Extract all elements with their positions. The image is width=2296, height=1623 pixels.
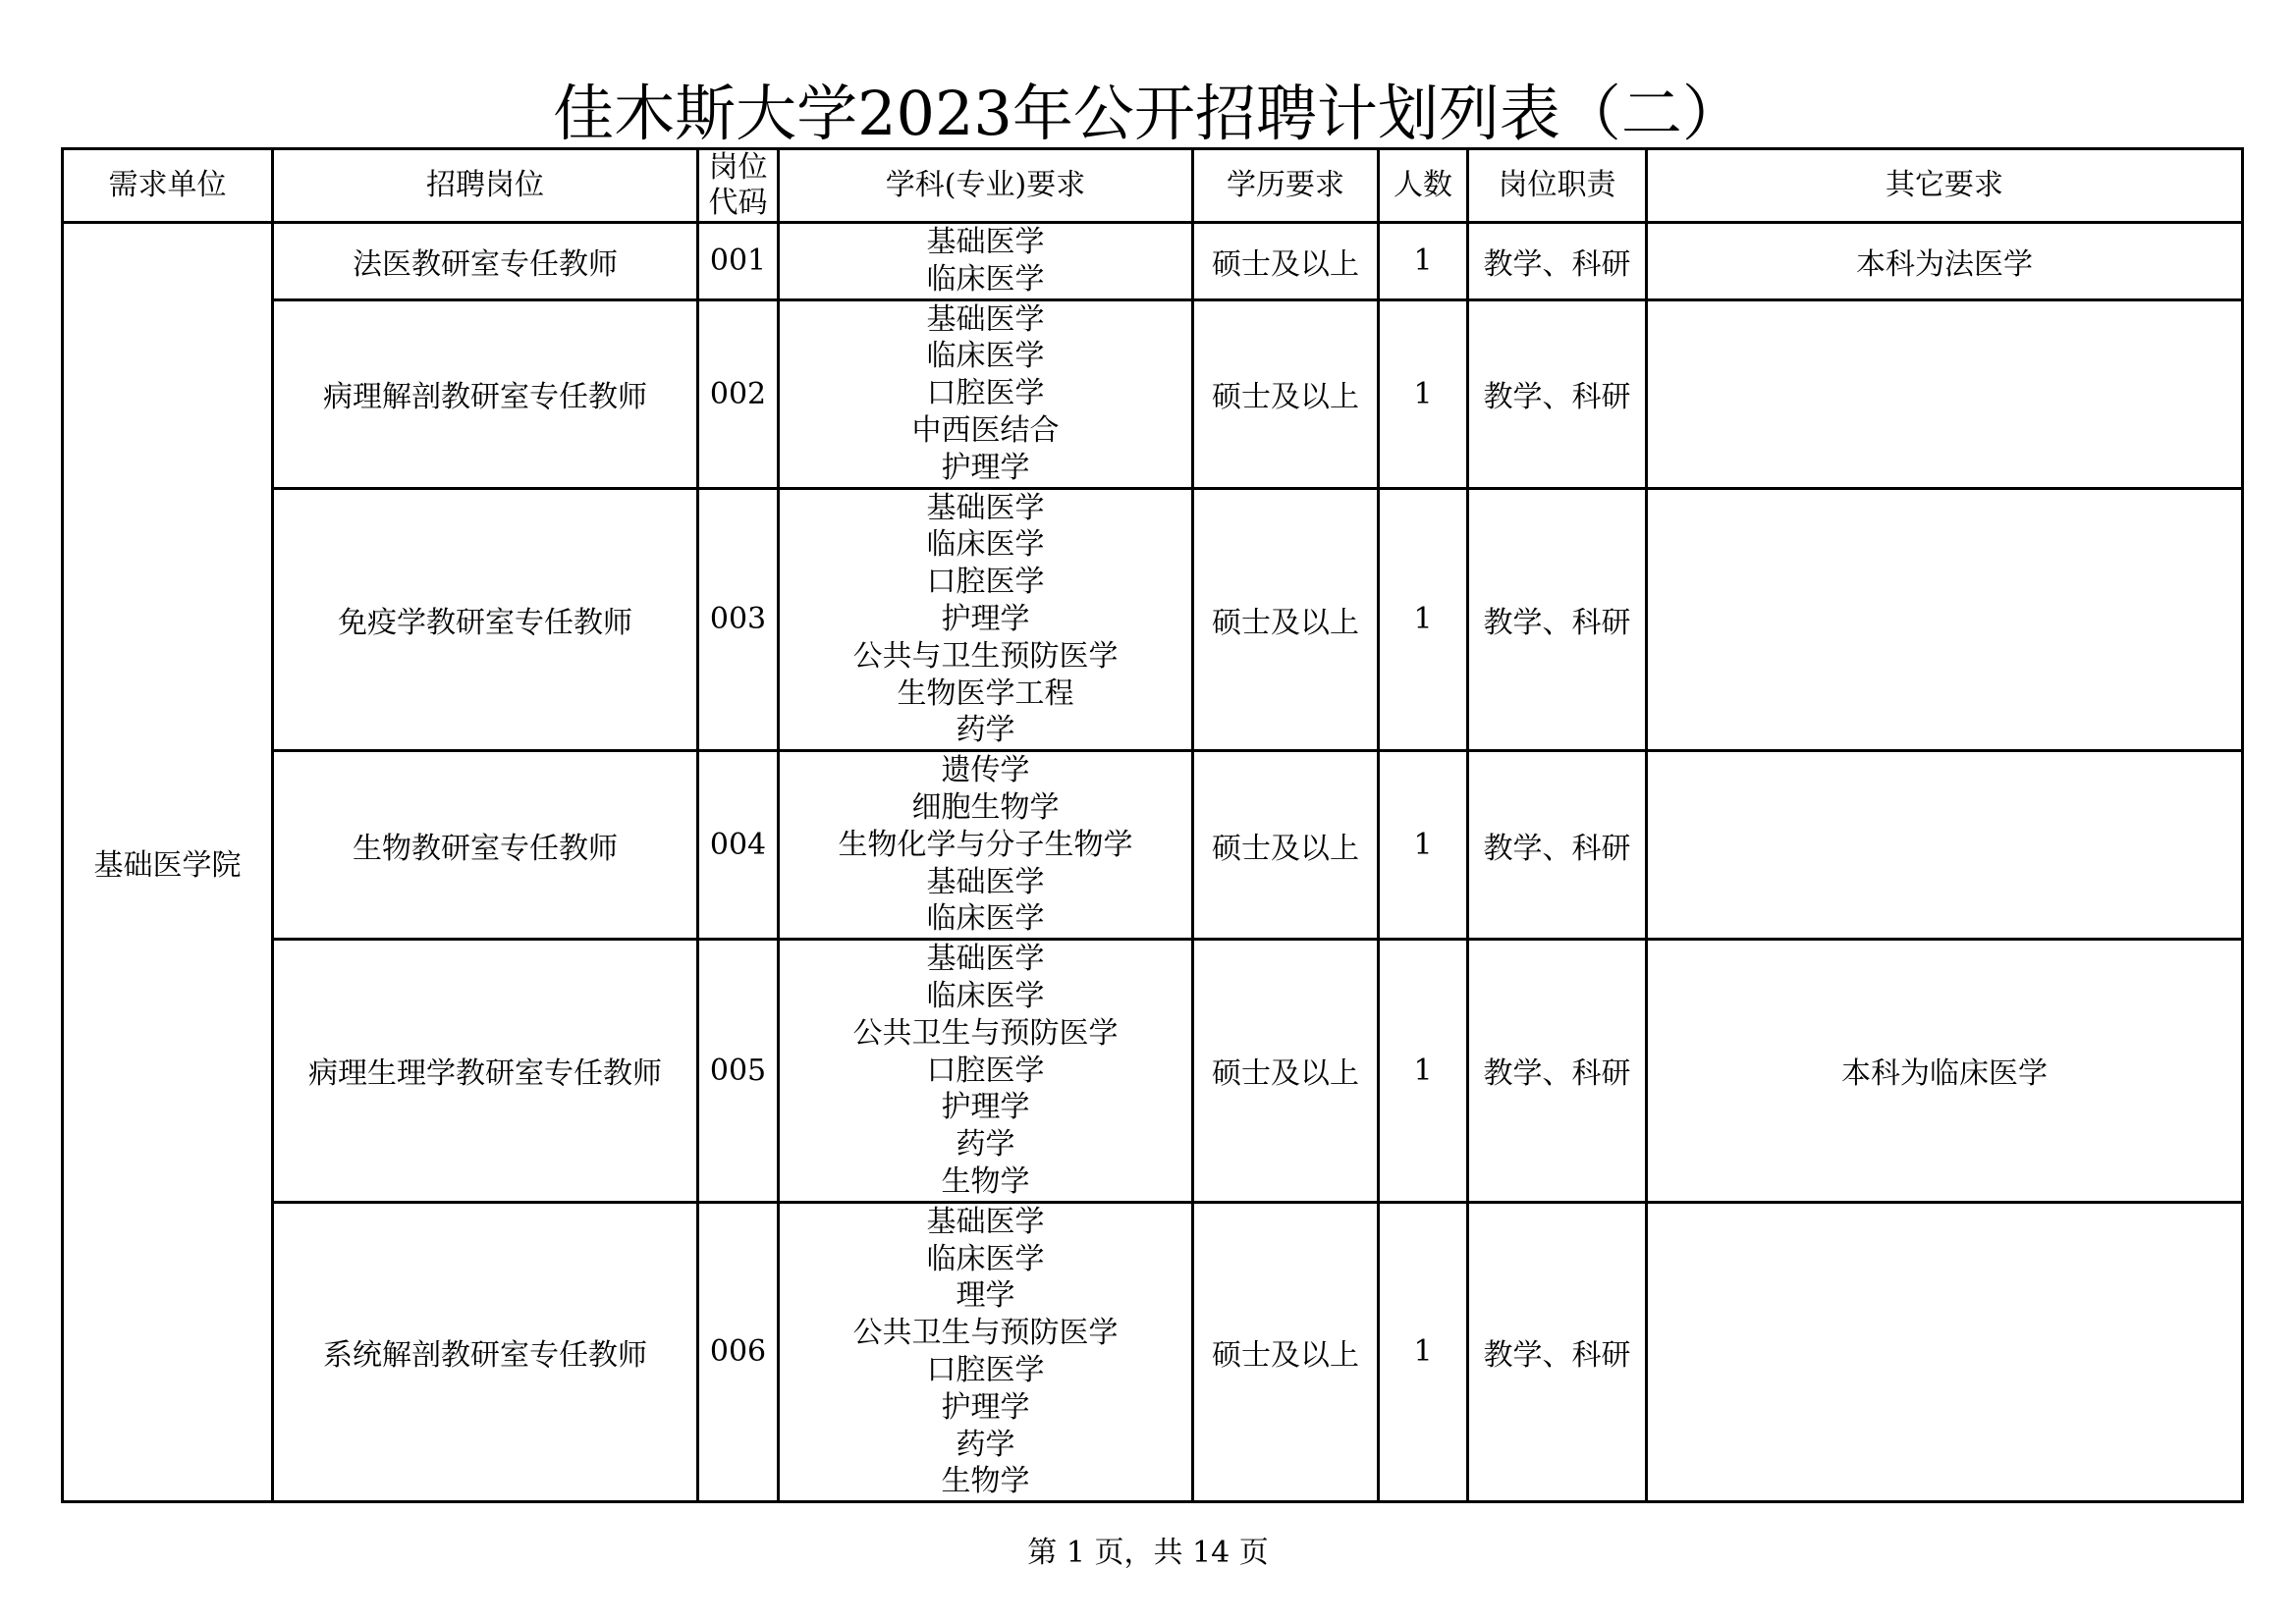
table-row [63, 299, 2243, 488]
subject-item: 临床医学 [926, 261, 1045, 297]
count-cell: 1 [1379, 1202, 1468, 1501]
subject-item: 护理学 [941, 1389, 1030, 1425]
subject-cell [779, 223, 1193, 300]
education-cell: 硕士及以上 [1193, 488, 1379, 751]
position-cell: 免疫学教研室专任教师 [273, 488, 698, 751]
subject-item: 药学 [956, 1427, 1015, 1462]
education-cell: 硕士及以上 [1193, 299, 1379, 488]
subject-cell [779, 488, 1193, 751]
subject-cell [779, 1202, 1193, 1501]
subject-item: 遗传学 [941, 753, 1030, 788]
subject-item: 生物学 [941, 1464, 1030, 1499]
position-cell: 法医教研室专任教师 [273, 223, 698, 300]
subject-item: 基础医学 [926, 301, 1045, 337]
table-header-row [63, 149, 2243, 223]
subject-item: 口腔医学 [926, 376, 1045, 411]
subject-item: 基础医学 [926, 490, 1045, 525]
code-cell: 001 [698, 223, 779, 300]
subject-item: 护理学 [941, 450, 1030, 485]
code-cell: 003 [698, 488, 779, 751]
other-cell: 本科为临床医学 [1647, 940, 2243, 1203]
subject-item: 生物化学与分子生物学 [838, 827, 1133, 862]
header-duty: 岗位职责 [1468, 149, 1647, 223]
position-cell: 生物教研室专任教师 [273, 751, 698, 940]
education-cell: 硕士及以上 [1193, 940, 1379, 1203]
subject-item: 药学 [956, 713, 1015, 748]
duty-cell: 教学、科研 [1468, 488, 1647, 751]
education-cell: 硕士及以上 [1193, 751, 1379, 940]
subject-item: 药学 [956, 1127, 1015, 1163]
header-count: 人数 [1379, 149, 1468, 223]
subject-cell [779, 940, 1193, 1203]
subject-item: 生物医学工程 [897, 676, 1074, 711]
page-footer: 第 1 页，共 14 页 [1027, 1536, 1269, 1570]
table-row [63, 1202, 2243, 1501]
header-code-line1: 岗位 [708, 150, 768, 185]
header-code-line2: 代码 [708, 186, 768, 220]
count-cell: 1 [1379, 751, 1468, 940]
code-cell: 005 [698, 940, 779, 1203]
other-cell [1647, 1202, 2243, 1501]
position-cell: 系统解剖教研室专任教师 [273, 1202, 698, 1501]
page-title: 佳木斯大学2023年公开招聘计划列表（二） [553, 78, 1743, 149]
unit-cell: 基础医学院 [63, 223, 273, 1502]
education-cell: 硕士及以上 [1193, 1202, 1379, 1501]
duty-cell: 教学、科研 [1468, 1202, 1647, 1501]
other-cell [1647, 751, 2243, 940]
header-position: 招聘岗位 [273, 149, 698, 223]
subject-item: 临床医学 [926, 978, 1045, 1013]
subject-item: 公共卫生与预防医学 [852, 1015, 1119, 1051]
header-unit: 需求单位 [63, 149, 273, 223]
subject-item: 公共与卫生预防医学 [852, 638, 1119, 674]
count-cell: 1 [1379, 488, 1468, 751]
other-cell [1647, 488, 2243, 751]
subject-item: 生物学 [941, 1163, 1030, 1199]
subject-item: 基础医学 [926, 225, 1045, 259]
subject-item: 基础医学 [926, 1204, 1045, 1239]
table-row [63, 223, 2243, 300]
header-code [698, 149, 779, 223]
subject-cell [779, 751, 1193, 940]
subject-item: 细胞生物学 [911, 789, 1060, 825]
subject-item: 临床医学 [926, 901, 1045, 937]
other-cell [1647, 299, 2243, 488]
duty-cell: 教学、科研 [1468, 751, 1647, 940]
header-subject: 学科(专业)要求 [779, 149, 1193, 223]
position-cell: 病理解剖教研室专任教师 [273, 299, 698, 488]
subject-item: 护理学 [941, 1090, 1030, 1125]
duty-cell: 教学、科研 [1468, 940, 1647, 1203]
code-cell: 004 [698, 751, 779, 940]
subject-item: 临床医学 [926, 1241, 1045, 1276]
subject-item: 临床医学 [926, 527, 1045, 563]
subject-item: 中西医结合 [911, 412, 1060, 448]
count-cell: 1 [1379, 940, 1468, 1203]
header-education: 学历要求 [1193, 149, 1379, 223]
subject-item: 口腔医学 [926, 565, 1045, 600]
position-cell: 病理生理学教研室专任教师 [273, 940, 698, 1203]
subject-item: 理学 [956, 1278, 1015, 1314]
subject-item: 基础医学 [926, 942, 1045, 977]
table-row [63, 940, 2243, 1203]
table-body [63, 223, 2243, 1502]
subject-item: 口腔医学 [926, 1352, 1045, 1387]
duty-cell: 教学、科研 [1468, 223, 1647, 300]
subject-item: 公共卫生与预防医学 [852, 1316, 1119, 1351]
recruitment-table [61, 147, 2244, 1503]
subject-cell [779, 299, 1193, 488]
count-cell: 1 [1379, 299, 1468, 488]
education-cell: 硕士及以上 [1193, 223, 1379, 300]
header-other: 其它要求 [1647, 149, 2243, 223]
subject-item: 护理学 [941, 601, 1030, 636]
table-row [63, 488, 2243, 751]
count-cell: 1 [1379, 223, 1468, 300]
subject-item: 基础医学 [926, 864, 1045, 899]
subject-item: 临床医学 [926, 339, 1045, 374]
subject-item: 口腔医学 [926, 1053, 1045, 1088]
duty-cell: 教学、科研 [1468, 299, 1647, 488]
code-cell: 002 [698, 299, 779, 488]
other-cell: 本科为法医学 [1647, 223, 2243, 300]
code-cell: 006 [698, 1202, 779, 1501]
table-row [63, 751, 2243, 940]
